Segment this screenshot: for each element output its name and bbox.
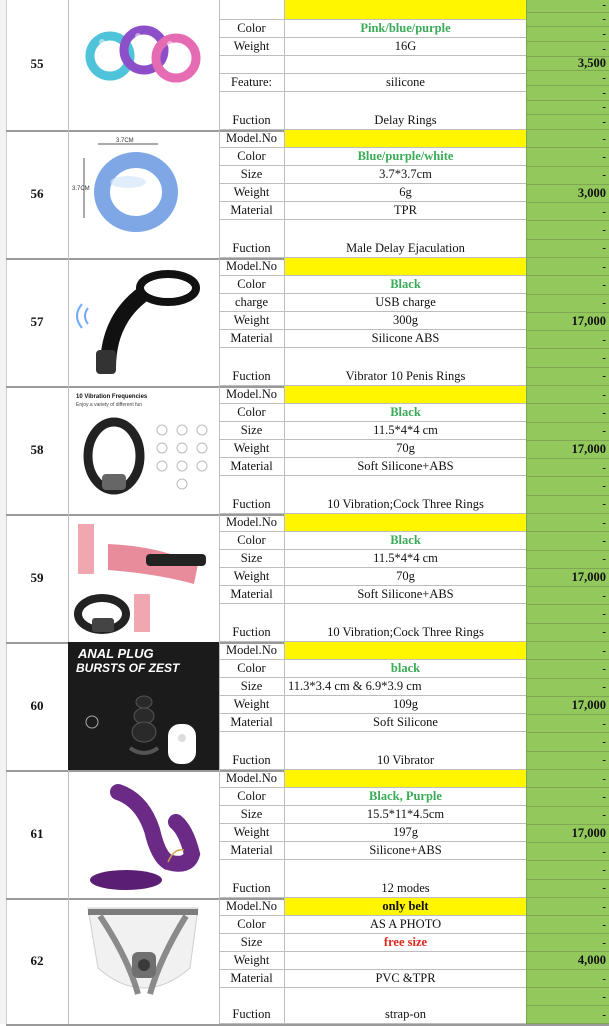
attribute-value[interactable]: 16G bbox=[394, 39, 417, 53]
attribute-label[interactable] bbox=[219, 56, 285, 73]
price-dash-cell[interactable]: - bbox=[527, 752, 609, 770]
attribute-value[interactable] bbox=[285, 386, 526, 403]
price-cell[interactable]: 17,000 bbox=[527, 441, 609, 459]
attribute-label[interactable]: Fuction bbox=[219, 604, 285, 641]
attribute-row bbox=[219, 74, 526, 92]
attribute-label[interactable]: Weight bbox=[219, 440, 285, 457]
attribute-row bbox=[219, 220, 526, 258]
attribute-table bbox=[219, 770, 526, 898]
strap-on-harness-image[interactable] bbox=[68, 898, 220, 1024]
attribute-label[interactable]: Size bbox=[219, 678, 285, 695]
price-dash-cell[interactable]: - bbox=[527, 115, 609, 130]
attribute-label[interactable]: Material bbox=[219, 842, 285, 859]
price-dash-cell[interactable]: - bbox=[527, 898, 609, 916]
price-dash-cell[interactable]: - bbox=[527, 203, 609, 221]
price-cell[interactable]: 3,000 bbox=[527, 185, 609, 203]
attribute-row bbox=[219, 770, 526, 788]
price-dash-cell[interactable]: - bbox=[527, 477, 609, 495]
attribute-row bbox=[219, 696, 526, 714]
price-dash-cell[interactable]: - bbox=[527, 532, 609, 550]
price-dash-cell[interactable]: - bbox=[527, 130, 609, 148]
attribute-label[interactable]: Feature: bbox=[219, 74, 285, 91]
attribute-label[interactable]: Fuction bbox=[219, 220, 285, 257]
ring-demo-image[interactable] bbox=[68, 514, 220, 642]
price-cell[interactable]: 3,500 bbox=[527, 57, 609, 72]
price-cell[interactable]: 17,000 bbox=[527, 313, 609, 331]
attribute-row bbox=[219, 404, 526, 422]
attribute-label[interactable]: Weight bbox=[219, 184, 285, 201]
attribute-value[interactable] bbox=[285, 0, 526, 19]
product-block bbox=[6, 130, 609, 260]
price-dash-cell[interactable]: - bbox=[527, 988, 609, 1006]
attribute-value[interactable]: USB charge bbox=[375, 295, 436, 309]
attribute-row bbox=[219, 312, 526, 330]
product-block bbox=[6, 386, 609, 516]
attribute-row bbox=[219, 514, 526, 532]
attribute-value[interactable]: 12 modes bbox=[381, 881, 430, 895]
attribute-table bbox=[219, 0, 526, 130]
attribute-value[interactable] bbox=[285, 642, 526, 659]
price-dash-cell[interactable]: - bbox=[527, 331, 609, 349]
attribute-row bbox=[219, 440, 526, 458]
attribute-row bbox=[219, 714, 526, 732]
attribute-label[interactable]: Size bbox=[219, 934, 285, 951]
product-block bbox=[6, 0, 609, 132]
attribute-value[interactable]: Pink/blue/purple bbox=[360, 21, 451, 35]
attribute-label[interactable]: Model.No bbox=[219, 770, 285, 787]
attribute-label[interactable] bbox=[219, 0, 285, 19]
price-dash-cell[interactable]: - bbox=[527, 733, 609, 751]
price-cell[interactable]: 17,000 bbox=[527, 825, 609, 843]
purple-massager-image[interactable] bbox=[68, 770, 220, 898]
attribute-row bbox=[219, 258, 526, 276]
price-dash-cell[interactable]: - bbox=[527, 642, 609, 660]
attribute-label[interactable]: Model.No bbox=[219, 130, 285, 147]
attribute-row bbox=[219, 934, 526, 952]
attribute-value[interactable]: PVC &TPR bbox=[375, 971, 436, 985]
price-dash-cell[interactable]: - bbox=[527, 101, 609, 116]
attribute-value[interactable]: 15.5*11*4.5cm bbox=[366, 807, 445, 821]
price-dash-cell[interactable]: - bbox=[527, 423, 609, 441]
attribute-value[interactable] bbox=[285, 514, 526, 531]
attribute-value[interactable]: AS A PHOTO bbox=[369, 917, 442, 931]
attribute-value[interactable]: 70g bbox=[396, 441, 415, 455]
attribute-label[interactable]: Color bbox=[219, 916, 285, 933]
price-cell[interactable]: 17,000 bbox=[527, 697, 609, 715]
attribute-row bbox=[219, 202, 526, 220]
vibration-rings-image[interactable] bbox=[68, 386, 220, 514]
product-number[interactable]: 58 bbox=[6, 386, 69, 514]
cock-rings-set-image[interactable] bbox=[68, 0, 220, 130]
attribute-label[interactable]: Material bbox=[219, 202, 285, 219]
price-dash-cell[interactable]: - bbox=[527, 770, 609, 788]
price-dash-cell[interactable]: - bbox=[527, 970, 609, 988]
product-number[interactable]: 60 bbox=[6, 642, 69, 770]
attribute-label[interactable]: Weight bbox=[219, 568, 285, 585]
price-cell[interactable]: 4,000 bbox=[527, 952, 609, 970]
attribute-value[interactable]: Silicone+ABS bbox=[369, 843, 442, 857]
attribute-row bbox=[219, 988, 526, 1024]
attribute-label[interactable]: Color bbox=[219, 788, 285, 805]
attribute-label[interactable]: Weight bbox=[219, 696, 285, 713]
price-dash-cell[interactable]: - bbox=[527, 386, 609, 404]
product-number[interactable]: 55 bbox=[6, 0, 69, 130]
attribute-value[interactable]: silicone bbox=[386, 75, 425, 89]
price-dash-cell[interactable]: - bbox=[527, 404, 609, 422]
attribute-value[interactable]: TPR bbox=[394, 203, 417, 217]
attribute-label[interactable]: Material bbox=[219, 714, 285, 731]
price-dash-cell[interactable]: - bbox=[527, 368, 609, 386]
price-dash-cell[interactable]: - bbox=[527, 221, 609, 239]
attribute-value[interactable]: Soft Silicone+ABS bbox=[357, 587, 454, 601]
price-column bbox=[526, 514, 609, 642]
price-dash-cell[interactable]: - bbox=[527, 167, 609, 185]
dim-label-side: 3.7CM bbox=[72, 186, 90, 192]
attribute-row bbox=[219, 604, 526, 642]
attribute-value[interactable]: Soft Silicone bbox=[373, 715, 438, 729]
attribute-label[interactable]: Color bbox=[219, 532, 285, 549]
attribute-value[interactable]: Vibrator 10 Penis Rings bbox=[345, 369, 466, 383]
attribute-row bbox=[219, 532, 526, 550]
attribute-label[interactable]: Fuction bbox=[219, 348, 285, 385]
img-subcaption: BURSTS OF ZEST bbox=[76, 661, 180, 675]
price-dash-cell[interactable]: - bbox=[527, 148, 609, 166]
attribute-label[interactable]: Weight bbox=[219, 312, 285, 329]
attribute-label[interactable]: Model.No bbox=[219, 258, 285, 275]
attribute-row bbox=[219, 860, 526, 898]
price-dash-cell[interactable]: - bbox=[527, 459, 609, 477]
attribute-value[interactable]: strap-on bbox=[385, 1007, 426, 1021]
attribute-row bbox=[219, 678, 526, 696]
attribute-row bbox=[219, 330, 526, 348]
price-column bbox=[526, 258, 609, 386]
price-dash-cell[interactable]: - bbox=[527, 295, 609, 313]
price-dash-cell[interactable]: - bbox=[527, 715, 609, 733]
attribute-row bbox=[219, 38, 526, 56]
product-number[interactable]: 56 bbox=[6, 130, 69, 258]
product-block bbox=[6, 514, 609, 644]
product-number[interactable]: 59 bbox=[6, 514, 69, 642]
attribute-label[interactable]: Weight bbox=[219, 38, 285, 55]
product-number[interactable]: 62 bbox=[6, 898, 69, 1024]
attribute-label[interactable]: Size bbox=[219, 166, 285, 183]
attribute-table bbox=[219, 386, 526, 514]
price-dash-cell[interactable]: - bbox=[527, 496, 609, 514]
attribute-row bbox=[219, 294, 526, 312]
attribute-label[interactable]: Color bbox=[219, 404, 285, 421]
attribute-value[interactable]: 10 Vibrator bbox=[377, 753, 434, 767]
price-dash-cell[interactable]: - bbox=[527, 934, 609, 952]
attribute-value[interactable]: 70g bbox=[396, 569, 415, 583]
attribute-label[interactable]: Size bbox=[219, 550, 285, 567]
attribute-row bbox=[219, 20, 526, 38]
attribute-value[interactable]: 6g bbox=[399, 185, 412, 199]
black-vibrating-ring-image[interactable] bbox=[68, 258, 220, 386]
price-dash-cell[interactable]: - bbox=[527, 240, 609, 258]
attribute-value[interactable] bbox=[285, 130, 526, 147]
product-number[interactable]: 61 bbox=[6, 770, 69, 898]
attribute-label[interactable]: Material bbox=[219, 330, 285, 347]
blue-ring-image[interactable] bbox=[68, 130, 220, 258]
attribute-label[interactable]: Model.No bbox=[219, 898, 285, 915]
attribute-table bbox=[219, 130, 526, 258]
price-cell[interactable]: 17,000 bbox=[527, 569, 609, 587]
attribute-row bbox=[219, 348, 526, 386]
attribute-label[interactable]: charge bbox=[219, 294, 285, 311]
attribute-table bbox=[219, 642, 526, 770]
attribute-table bbox=[219, 514, 526, 642]
price-column bbox=[526, 386, 609, 514]
price-column bbox=[526, 130, 609, 258]
price-dash-cell[interactable]: - bbox=[527, 42, 609, 57]
attribute-label[interactable]: Weight bbox=[219, 824, 285, 841]
product-block bbox=[6, 898, 609, 1026]
attribute-label[interactable]: Model.No bbox=[219, 642, 285, 659]
price-column bbox=[526, 770, 609, 898]
attribute-label[interactable]: Color bbox=[219, 20, 285, 37]
price-dash-cell[interactable]: - bbox=[527, 551, 609, 569]
attribute-value[interactable]: free size bbox=[383, 935, 428, 949]
attribute-row bbox=[219, 660, 526, 678]
price-dash-cell[interactable]: - bbox=[527, 880, 609, 898]
attribute-value[interactable] bbox=[285, 56, 526, 73]
attribute-row bbox=[219, 806, 526, 824]
attribute-value[interactable]: 300g bbox=[393, 313, 418, 327]
attribute-value[interactable]: Black, Purple bbox=[369, 789, 442, 803]
img-subcaption: Enjoy a variety of different fun bbox=[76, 402, 143, 408]
attribute-value[interactable]: Black bbox=[390, 277, 421, 291]
price-column bbox=[526, 898, 609, 1024]
price-dash-cell[interactable]: - bbox=[527, 679, 609, 697]
attribute-row bbox=[219, 970, 526, 988]
attribute-row bbox=[219, 898, 526, 916]
attribute-value[interactable]: 11.3*3.4 cm & 6.9*3.9 cm bbox=[288, 679, 422, 693]
price-dash-cell[interactable]: - bbox=[527, 605, 609, 623]
attribute-value[interactable]: 197g bbox=[393, 825, 418, 839]
attribute-row bbox=[219, 568, 526, 586]
attribute-value[interactable]: Soft Silicone+ABS bbox=[357, 459, 454, 473]
price-dash-cell[interactable]: - bbox=[527, 27, 609, 42]
price-dash-cell[interactable]: - bbox=[527, 788, 609, 806]
anal-plug-image[interactable] bbox=[68, 642, 220, 770]
price-column bbox=[526, 0, 609, 130]
attribute-value[interactable]: 11.5*4*4 cm bbox=[373, 423, 438, 437]
attribute-label[interactable]: Color bbox=[219, 276, 285, 293]
price-dash-cell[interactable]: - bbox=[527, 807, 609, 825]
attribute-label[interactable]: Material bbox=[219, 458, 285, 475]
attribute-row bbox=[219, 476, 526, 514]
attribute-row bbox=[219, 130, 526, 148]
attribute-row bbox=[219, 916, 526, 934]
price-dash-cell[interactable]: - bbox=[527, 660, 609, 678]
price-dash-cell[interactable]: - bbox=[527, 861, 609, 879]
attribute-label[interactable]: Color bbox=[219, 148, 285, 165]
price-dash-cell[interactable]: - bbox=[527, 71, 609, 86]
img-caption: 10 Vibration Frequencies bbox=[76, 394, 148, 400]
attribute-row bbox=[219, 276, 526, 294]
attribute-label[interactable]: Material bbox=[219, 970, 285, 987]
attribute-row bbox=[219, 788, 526, 806]
attribute-label[interactable]: Fuction bbox=[219, 732, 285, 769]
attribute-value[interactable]: Black bbox=[390, 405, 421, 419]
attribute-label[interactable]: Fuction bbox=[219, 476, 285, 513]
attribute-label[interactable]: Fuction bbox=[219, 860, 285, 897]
product-block bbox=[6, 770, 609, 900]
attribute-value[interactable] bbox=[285, 258, 526, 275]
attribute-label[interactable]: Size bbox=[219, 422, 285, 439]
attribute-row bbox=[219, 148, 526, 166]
attribute-value[interactable]: black bbox=[390, 661, 421, 675]
attribute-label[interactable]: Color bbox=[219, 660, 285, 677]
price-dash-cell[interactable]: - bbox=[527, 276, 609, 294]
price-dash-cell[interactable]: - bbox=[527, 843, 609, 861]
price-dash-cell[interactable]: - bbox=[527, 0, 609, 13]
price-column bbox=[526, 642, 609, 770]
attribute-value[interactable]: 10 Vibration;Cock Three Rings bbox=[327, 625, 484, 639]
price-dash-cell[interactable]: - bbox=[527, 258, 609, 276]
attribute-label[interactable]: Weight bbox=[219, 952, 285, 969]
attribute-value[interactable]: Silicone ABS bbox=[371, 331, 440, 345]
attribute-label[interactable]: Size bbox=[219, 806, 285, 823]
attribute-label[interactable]: Fuction bbox=[219, 92, 285, 129]
attribute-row bbox=[219, 56, 526, 74]
attribute-row bbox=[219, 842, 526, 860]
attribute-row bbox=[219, 184, 526, 202]
attribute-row bbox=[219, 824, 526, 842]
attribute-value[interactable]: Blue/purple/white bbox=[357, 149, 454, 163]
price-dash-cell[interactable]: - bbox=[527, 587, 609, 605]
attribute-label[interactable]: Fuction bbox=[219, 988, 285, 1023]
attribute-label[interactable]: Material bbox=[219, 586, 285, 603]
attribute-row bbox=[219, 92, 526, 130]
attribute-value[interactable] bbox=[285, 952, 526, 969]
attribute-row bbox=[219, 642, 526, 660]
attribute-value[interactable]: 109g bbox=[393, 697, 418, 711]
attribute-row bbox=[219, 386, 526, 404]
attribute-label[interactable]: Model.No bbox=[219, 514, 285, 531]
dim-label-top: 3.7CM bbox=[116, 138, 134, 144]
price-dash-cell[interactable]: - bbox=[527, 349, 609, 367]
price-dash-cell[interactable]: - bbox=[527, 1006, 609, 1024]
product-block bbox=[6, 642, 609, 772]
attribute-row bbox=[219, 732, 526, 770]
attribute-value[interactable]: 10 Vibration;Cock Three Rings bbox=[327, 497, 484, 511]
price-dash-cell[interactable]: - bbox=[527, 13, 609, 28]
attribute-value[interactable]: 11.5*4*4 cm bbox=[373, 551, 438, 565]
product-number[interactable]: 57 bbox=[6, 258, 69, 386]
price-dash-cell[interactable]: - bbox=[527, 86, 609, 101]
attribute-row bbox=[219, 166, 526, 184]
attribute-value[interactable]: Male Delay Ejaculation bbox=[346, 241, 465, 255]
product-block bbox=[6, 258, 609, 388]
attribute-value[interactable] bbox=[285, 770, 526, 787]
attribute-label[interactable]: Model.No bbox=[219, 386, 285, 403]
img-caption: ANAL PLUG bbox=[78, 646, 154, 661]
attribute-value[interactable]: only belt bbox=[285, 898, 526, 915]
attribute-row bbox=[219, 586, 526, 604]
attribute-table bbox=[219, 898, 526, 1024]
attribute-row bbox=[219, 550, 526, 568]
attribute-value[interactable]: Black bbox=[390, 533, 421, 547]
attribute-row bbox=[219, 952, 526, 970]
attribute-value[interactable]: Delay Rings bbox=[374, 113, 437, 127]
price-dash-cell[interactable]: - bbox=[527, 514, 609, 532]
attribute-row bbox=[219, 458, 526, 476]
price-dash-cell[interactable]: - bbox=[527, 916, 609, 934]
attribute-table bbox=[219, 258, 526, 386]
attribute-value[interactable]: 3.7*3.7cm bbox=[379, 167, 432, 181]
attribute-row bbox=[219, 0, 526, 20]
attribute-row bbox=[219, 422, 526, 440]
price-dash-cell[interactable]: - bbox=[527, 624, 609, 642]
